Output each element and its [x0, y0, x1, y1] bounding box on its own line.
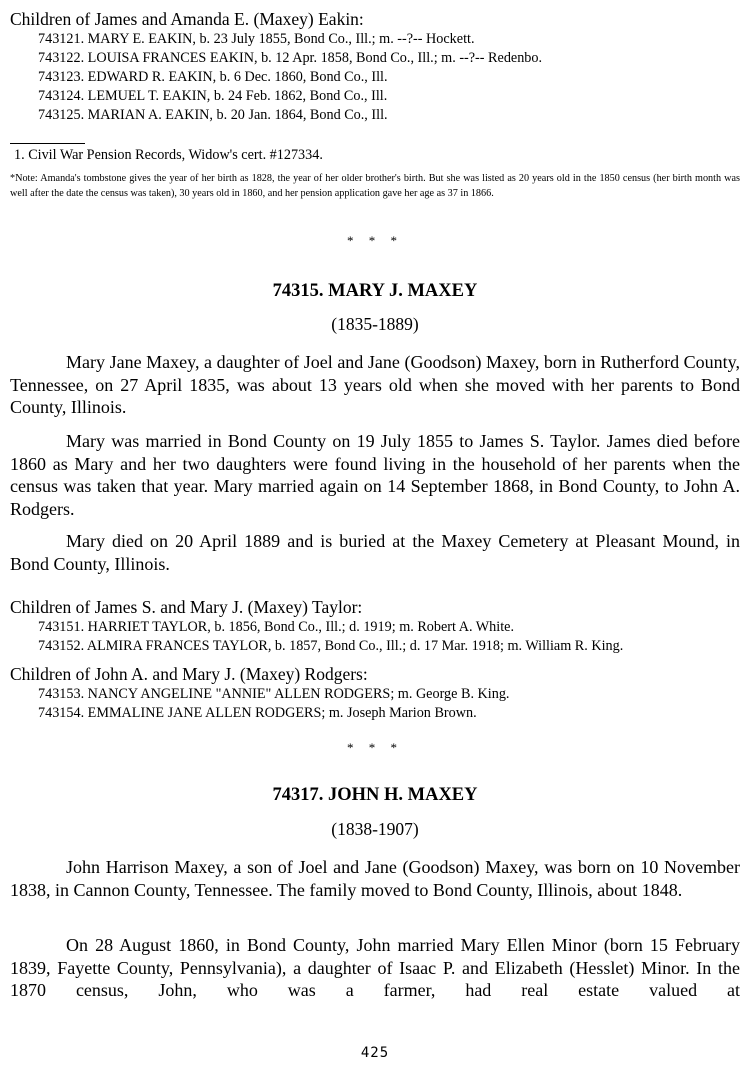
footnote-1-text: 1. Civil War Pension Records, Widow's cert. #127334. [14, 147, 323, 163]
child-entry: 743125. MARIAN A. EAKIN, b. 20 Jan. 1864, Bond Co., Ill. [38, 107, 388, 123]
child-entry: 743123. EDWARD R. EAKIN, b. 6 Dec. 1860, Bond Co., Ill. [38, 69, 388, 85]
child-entry: 743121. MARY E. EAKIN, b. 23 July 1855, Bond Co., Ill.; m. --?-- Hockett. [38, 31, 475, 47]
section-title-mary: 74315. MARY J. MAXEY [272, 281, 478, 301]
taylor-children-heading: Children of James S. and Mary J. (Maxey) Taylor: [10, 597, 363, 617]
section-title-john: 74317. JOHN H. MAXEY [272, 785, 478, 805]
child-entry: 743151. HARRIET TAYLOR, b. 1856, Bond Co., Ill.; d. 1919; m. Robert A. White. [38, 619, 514, 635]
section-separator: * * * [347, 233, 403, 248]
eakin-children-block [10, 8, 740, 125]
body-paragraph: John Harrison Maxey, a son of Joel and Jane (Goodson) Maxey, was born on 10 November 1838, in Cannon County, Tennessee. The family moved to Bond County, Illinois, about 1848. [10, 857, 740, 900]
section-separator: * * * [347, 740, 403, 755]
footnote-rule [10, 143, 85, 144]
page-number: 425 [360, 1045, 390, 1061]
section-dates-mary: (1835-1889) [331, 314, 419, 334]
child-entry: 743122. LOUISA FRANCES EAKIN, b. 12 Apr. 1858, Bond Co., Ill.; m. --?-- Redenbo. [38, 50, 543, 66]
rodgers-children-heading: Children of John A. and Mary J. (Maxey) Rodgers: [10, 664, 368, 684]
footnote-note-text: *Note: Amanda's tombstone gives the year of her birth as 1828, the year of her older brother's birth. But she was listed as 20 years old in the 1850 census (her birth month was well after the date the census was taken), 30 years old in 1860, and her pension application gave her age as 37 in 1866. [10, 173, 740, 199]
body-paragraph: Mary died on 20 April 1889 and is buried at the Maxey Cemetery at Pleasant Mound, in Bond County, Illinois. [10, 531, 740, 574]
body-paragraph: Mary Jane Maxey, a daughter of Joel and Jane (Goodson) Maxey, born in Rutherford County, Tennessee, on 27 April 1835, was about 13 years old when she moved with her parents to Bond County, Illinois. [10, 352, 740, 418]
child-entry: 743124. LEMUEL T. EAKIN, b. 24 Feb. 1862, Bond Co., Ill. [38, 88, 388, 104]
body-paragraph: Mary was married in Bond County on 19 July 1855 to James S. Taylor. James died before 1860 as Mary and her two daughters were found living in the household of her parents when the census was taken that year. Mary married again on 14 September 1868, in Bond County, to John A. Rodgers. [10, 431, 740, 519]
child-entry: 743153. NANCY ANGELINE "ANNIE" ALLEN RODGERS; m. George B. King. [38, 686, 510, 702]
child-entry: 743154. EMMALINE JANE ALLEN RODGERS; m. Joseph Marion Brown. [38, 705, 477, 721]
footnote-note [10, 171, 740, 201]
body-paragraph: On 28 August 1860, in Bond County, John married Mary Ellen Minor (born 15 February 1839, Fayette County, Pennsylvania), a daughter of Isaac P. and Elizabeth (Hesslet) Minor. In the 1870 census, John, who was a farmer, had real estate valued at [10, 935, 740, 1001]
taylor-children-block [10, 596, 740, 656]
child-entry: 743152. ALMIRA FRANCES TAYLOR, b. 1857, Bond Co., Ill.; d. 17 Mar. 1918; m. William R. King. [38, 638, 624, 654]
section-dates-john: (1838-1907) [331, 819, 419, 839]
footnote-1 [10, 146, 740, 164]
eakin-children-heading: Children of James and Amanda E. (Maxey) Eakin: [10, 9, 364, 29]
rodgers-children-block [10, 663, 740, 723]
